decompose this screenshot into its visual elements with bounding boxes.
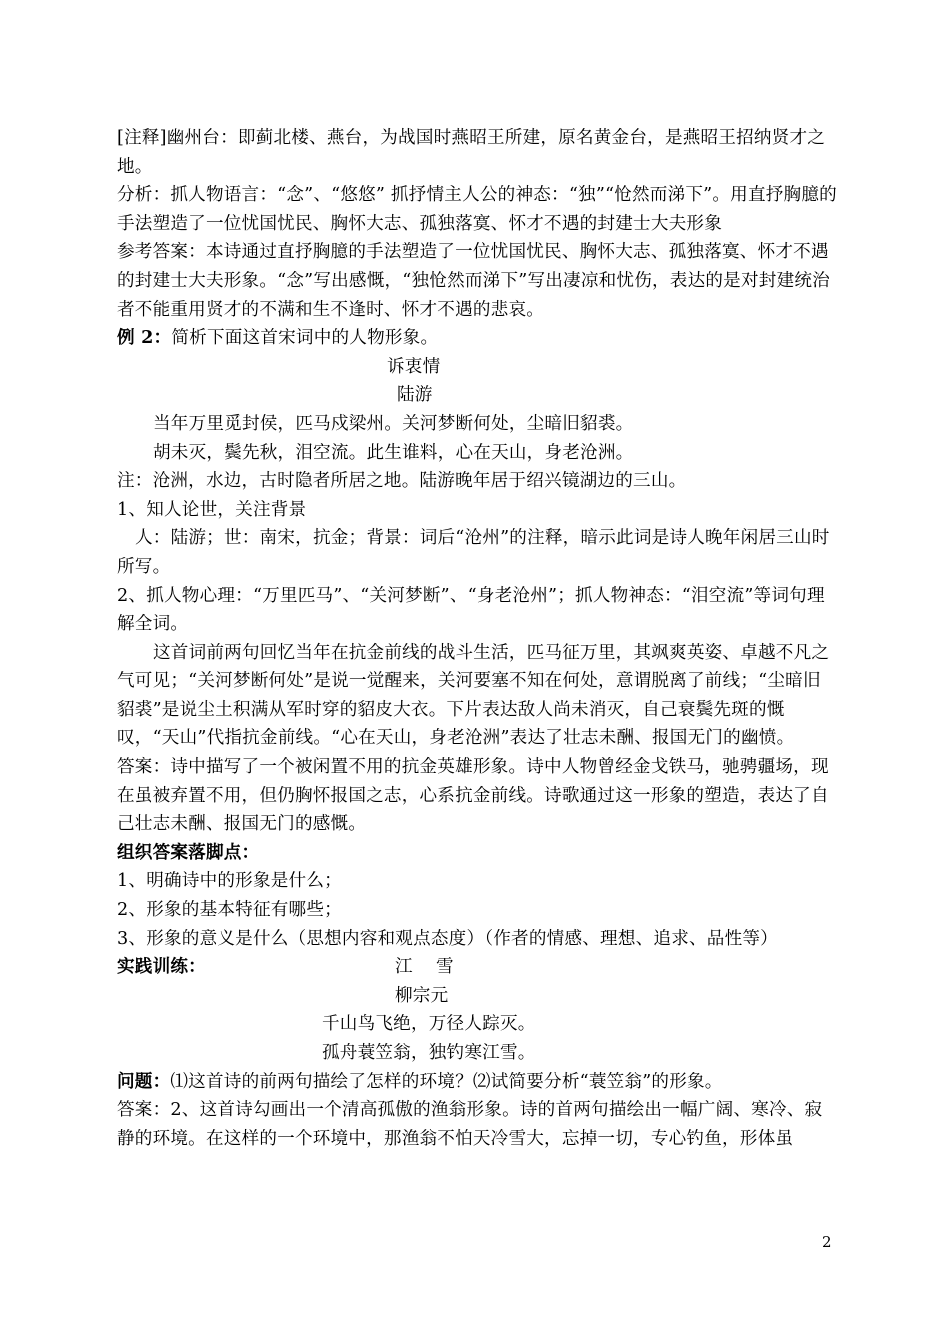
poem-2-line-1: 当年万里觅封侯，匹马戍梁州。关河梦断何处，尘暗旧貂裘。: [153, 413, 634, 434]
poem-2-line-2: 胡未灭，鬓先秋，泪空流。此生谁料，心在天山，身老沧洲。: [153, 442, 634, 463]
organize-point-3: 3、形象的意义是什么（思想内容和观点态度）（作者的情感、理想、追求、品性等）: [117, 928, 778, 949]
answer-paragraph-1: 参考答案：本诗通过直抒胸臆的手法塑造了一位忧国忧民、胸怀大志、孤独落寞、怀才不遇的封建士大夫形象。“念”写出感慨，“独怆然而涕下”写出凄凉和忧伤，表达的是对封建统治者不能重用贤才的不满和生不逢时、怀才不遇的悲哀。: [117, 242, 830, 320]
organize-point-2: 2、形象的基本特征有哪些；: [117, 900, 342, 921]
poem-3-line-1: 千山鸟飞绝，万径人踪灭。: [322, 1014, 536, 1035]
example-2-text: 简析下面这首宋词中的人物形象。: [171, 328, 439, 349]
explanation-paragraph-2: 这首词前两句回忆当年在抗金前线的战斗生活，匹马征万里，其飒爽英姿、卓越不凡之气可见；“关河梦断何处”是说一觉醒来，关河要塞不知在何处，意谓脱离了前线；“尘暗旧貂裘”是说尘土积满从军时穿的貂皮大衣。下片表达敌人尚未消灭，自己衰鬓先斑的慨叹，“天山”代指抗金前线。“心在天山，身老沧洲”表达了壮志未酬、报国无门的幽愤。: [117, 642, 830, 749]
step-2-paragraph: 2、抓人物心理：“万里匹马”、“关河梦断”、“身老沧州”；抓人物神态：“泪空流”等词句理解全词。: [117, 585, 825, 635]
step-1-detail: 人：陆游；世：南宋，抗金；背景：词后“沧州”的注释，暗示此词是诗人晚年闲居三山时所写。: [117, 528, 830, 577]
poem-3-author: 柳宗元: [395, 985, 449, 1006]
practice-row: [117, 953, 837, 982]
question-text: ⑴这首诗的前两句描绘了怎样的环境？⑵试简要分析“蓑笠翁”的形象。: [170, 1071, 723, 1092]
answer-paragraph-2: 答案：诗中描写了一个被闲置不用的抗金英雄形象。诗中人物曾经金戈铁马，驰骋疆场，现在虽被弃置不用，但仍胸怀报国之志，心系抗金前线。诗歌通过这一形象的塑造，表达了自己壮志未酬、报国无门的感慨。: [117, 757, 829, 835]
poem-3-line-2: 孤舟蓑笠翁，独钓寒江雪。: [322, 1043, 536, 1063]
organize-point-1: 1、明确诗中的形象是什么；: [117, 871, 342, 892]
answer-paragraph-3: 答案：2、这首诗勾画出一个清高孤傲的渔翁形象。诗的首两句描绘出一幅广阔、寒冷、寂静的环境。在这样的一个环境中，那渔翁不怕天冷雪大，忘掉一切，专心钓鱼，形体虽: [117, 1100, 823, 1149]
document-body: [117, 124, 837, 1153]
question-label: 问题：: [117, 1070, 171, 1092]
step-1-heading: 1、知人论世，关注背景: [117, 499, 307, 520]
example-2-label: 例 2：: [117, 327, 172, 349]
poem-2-author: 陆游: [397, 385, 433, 406]
analysis-paragraph-1: 分析：抓人物语言：“念”、“悠悠” 抓抒情主人公的神态：“独”“怆然而涕下”。用直抒胸臆的手法塑造了一位忧国忧民、胸怀大志、孤独落寞、怀才不遇的封建士大夫形象: [117, 185, 837, 234]
note-paragraph-2: 注：沧洲，水边，古时隐者所居之地。陆游晚年居于绍兴镜湖边的三山。: [117, 471, 687, 492]
page-number: 2: [822, 1233, 832, 1251]
poem-3-title: 江 雪: [395, 957, 454, 978]
question-line: [117, 1068, 837, 1097]
practice-label: 实践训练：: [117, 956, 206, 978]
note-paragraph-1: [注释]幽州台：即蓟北楼、燕台，为战国时燕昭王所建，原名黄金台，是燕昭王招纳贤才之地。: [117, 128, 826, 177]
poem-2-title: 诉衷情: [387, 356, 441, 377]
organize-heading: 组织答案落脚点：: [117, 841, 260, 863]
example-2-line: [117, 324, 837, 353]
